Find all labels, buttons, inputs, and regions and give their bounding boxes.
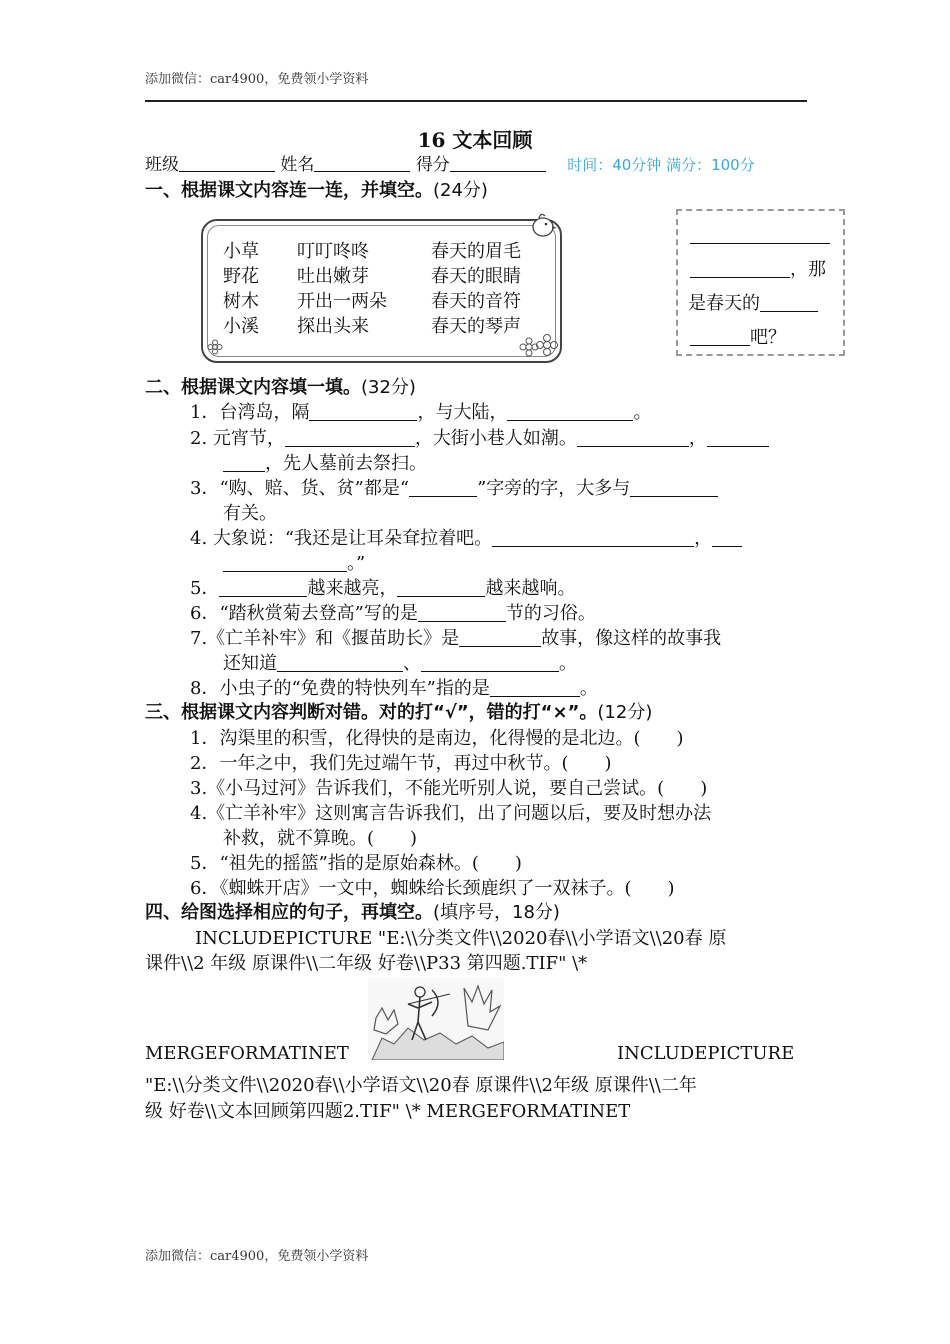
answer-blank[interactable] (492, 528, 694, 547)
q-text: 8．小虫子的“免费的特快列车”指的是 (190, 678, 490, 699)
answer-blank[interactable] (507, 402, 633, 421)
answer-blank[interactable] (712, 528, 742, 547)
fill-text: 是春天的 (688, 293, 760, 314)
list-item[interactable]: 春天的眉毛 (431, 241, 521, 262)
answer-blank[interactable] (285, 428, 415, 447)
answer-blank[interactable] (577, 428, 689, 447)
list-item[interactable]: 春天的眼睛 (431, 266, 521, 287)
fill-blank[interactable] (690, 327, 750, 346)
timing-info: 时间：40分钟 满分：100分 (567, 156, 755, 174)
answer-blank[interactable] (219, 578, 307, 597)
list-item[interactable]: 小草 (223, 241, 259, 262)
answer-blank[interactable] (421, 653, 559, 672)
s2-q6 (190, 599, 596, 625)
section-1-points: (24分) (433, 180, 488, 201)
s2-q4-cont (223, 549, 365, 575)
match-col-2 (297, 239, 387, 339)
list-item[interactable]: 小溪 (223, 316, 259, 337)
list-item[interactable]: 树木 (223, 291, 259, 312)
q-text: 。 (633, 402, 652, 423)
answer-blank[interactable] (223, 553, 347, 572)
q-text: 5． (190, 578, 220, 599)
s2-q3-cont (223, 499, 277, 525)
answer-blank[interactable] (223, 453, 265, 472)
matching-box (201, 219, 562, 363)
list-item[interactable]: 开出一两朵 (297, 291, 387, 312)
s3-q2: 2．一年之中，我们先过端午节，再过中秋节。( ) (190, 753, 612, 774)
s3-q5: 5．“祖先的摇篮”指的是原始森林。( ) (190, 853, 522, 874)
q-text: ，与大陆， (417, 402, 508, 423)
answer-blank[interactable] (707, 428, 769, 447)
header-note: 添加微信：car4900，免费领小学资料 (145, 72, 369, 87)
q-text: 节的习俗。 (505, 603, 596, 624)
answer-blank[interactable] (630, 478, 718, 497)
field-code-line: INCLUDEPICTURE "E:\\分类文件\\2020春\\小学语文\\20春 原 (195, 928, 727, 949)
section-4-title: 四、给图选择相应的句子，再填空。 (145, 902, 433, 923)
fill-blank[interactable] (760, 293, 818, 312)
score-label: 得分 (415, 155, 450, 175)
fill-text: 吧？ (750, 327, 786, 348)
q-text: ，先人墓前去祭扫。 (265, 453, 427, 474)
flowers-icon (519, 333, 559, 357)
answer-blank[interactable] (309, 402, 417, 421)
name-blank[interactable] (314, 155, 410, 172)
s2-q1 (190, 398, 651, 424)
s2-q5 (190, 574, 575, 600)
q-text: 2. 元宵节， (190, 428, 285, 449)
s3-q3: 3.《小马过河》告诉我们，不能光听别人说，要自己尝试。( ) (190, 778, 708, 799)
q-text: ， (688, 428, 707, 449)
q-text: ，大街小巷人如潮。 (414, 428, 577, 449)
answer-blank[interactable] (409, 478, 477, 497)
s2-q2 (190, 424, 769, 450)
s2-q3 (190, 474, 718, 500)
list-item[interactable]: 春天的琴声 (431, 316, 521, 337)
page-title: 16 文本回顾 (417, 128, 533, 152)
section-2-heading (145, 373, 416, 399)
match-col-1 (223, 239, 259, 339)
answer-blank[interactable] (397, 578, 485, 597)
q-text: 4. 大象说：“我还是让耳朵耷拉着吧。 (190, 528, 493, 549)
name-label: 姓名 (280, 155, 315, 175)
s3-q4-cont: 补救，就不算晚。( ) (223, 828, 418, 849)
q-text: 7.《亡羊补牢》和《揠苗助长》是 (190, 628, 460, 649)
section-1-title: 一、根据课文内容连一连，并填空。 (145, 180, 433, 201)
class-label: 班级 (145, 155, 179, 175)
archer-illustration (368, 978, 504, 1060)
s2-q2-cont (223, 449, 427, 475)
field-code-line: "E:\\分类文件\\2020春\\小学语文\\20春 原课件\\2年级 原课件\\二年 (145, 1075, 697, 1096)
q-text: 1．台湾岛，隔 (190, 402, 310, 423)
section-1-heading (145, 176, 488, 202)
info-line (145, 150, 755, 175)
list-item[interactable]: 野花 (223, 266, 259, 287)
q-text: 6．“踏秋赏菊去登高”写的是 (190, 603, 418, 624)
s2-q4 (190, 524, 742, 550)
flower-icon (207, 339, 223, 355)
header-divider (145, 100, 807, 102)
s2-q7-cont (223, 649, 577, 675)
s3-q6: 6．《蜘蛛开店》一文中，蜘蛛给长颈鹿织了一双袜子。( ) (190, 878, 675, 899)
q-text: 。 (559, 653, 577, 674)
match-col-3 (431, 239, 521, 339)
fill-text: ，那 (790, 259, 826, 280)
list-item[interactable]: 探出头来 (297, 316, 369, 337)
q-text: 。 (579, 678, 598, 699)
answer-blank[interactable] (490, 678, 580, 697)
fill-blank[interactable] (690, 225, 830, 244)
field-code-line: 级 好卷\\文本回顾第四题2.TIF" \* MERGEFORMATINET (145, 1101, 631, 1122)
section-3-points: (12分) (597, 702, 653, 723)
bird-icon (529, 207, 559, 241)
section-2-title: 二、根据课文内容填一填。 (145, 377, 361, 398)
q-text: 3．“购、赔、货、贫”都是“ (190, 478, 410, 499)
q-text: 越来越亮， (307, 578, 398, 599)
answer-blank[interactable] (418, 603, 506, 622)
s3-q1: 1．沟渠里的积雪，化得快的是南边，化得慢的是北边。( ) (190, 728, 684, 749)
field-code-line: 课件\\2 年级 原课件\\二年级 好卷\\P33 第四题.TIF" \* (145, 953, 588, 974)
section-4-points: (填序号，18分) (433, 902, 560, 923)
q-text: 越来越响。 (485, 578, 576, 599)
q-text: 还知道 (223, 653, 277, 674)
section-4-heading (145, 898, 560, 924)
q-text: 故事，像这样的故事我 (541, 628, 722, 649)
fill-blank[interactable] (690, 259, 790, 278)
list-item[interactable]: 吐出嫩芽 (297, 266, 369, 287)
section-3-heading (145, 698, 652, 724)
list-item[interactable]: 春天的音符 (431, 291, 521, 312)
answer-blank[interactable] (277, 653, 403, 672)
q-text: 。” (347, 553, 366, 574)
q-text: ， (694, 528, 713, 549)
answer-blank[interactable] (459, 628, 541, 647)
q-text: 、 (403, 653, 421, 674)
fill-box (676, 209, 845, 356)
section-3-title: 三、根据课文内容判断对错。对的打“√”，错的打“×”。 (145, 702, 598, 723)
field-code-line: INCLUDEPICTURE (617, 1043, 795, 1064)
q-text: 有关。 (223, 503, 277, 524)
list-item[interactable]: 叮叮咚咚 (297, 241, 369, 262)
field-code-line: MERGEFORMATINET (145, 1043, 349, 1064)
footer-note: 添加微信：car4900，免费领小学资料 (145, 1249, 369, 1264)
class-blank[interactable] (179, 155, 275, 172)
s2-q7 (190, 624, 721, 650)
q-text: ”字旁的字，大多与 (477, 478, 631, 499)
score-blank[interactable] (450, 155, 546, 172)
s3-q4: 4.《亡羊补牢》这则寓言告诉我们，出了问题以后，要及时想办法 (190, 803, 712, 824)
section-2-points: (32分) (361, 377, 416, 398)
s2-q8 (190, 674, 598, 700)
